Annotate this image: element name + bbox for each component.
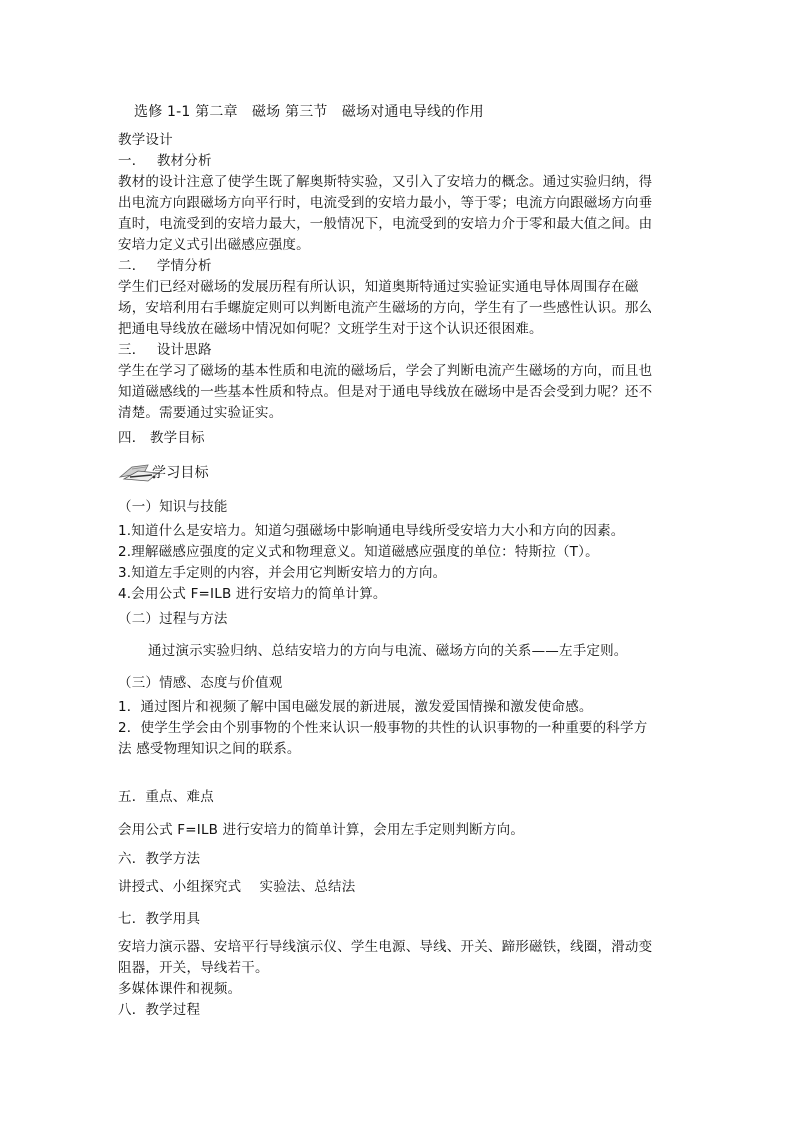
heading-emotion-values: （三）情感、态度与价值观: [118, 675, 283, 691]
paragraph-line: 通过演示实验归纳、总结安培力的方向与电流、磁场方向的关系——左手定则。: [148, 643, 628, 659]
heading-knowledge-skills: （一）知识与技能: [118, 499, 228, 515]
paragraph-line: 学生们已经对磁场的发展历程有所认识，知道奥斯特通过实验证实通电导体周围存在磁: [118, 279, 639, 295]
list-item: 2.理解磁感应强度的定义式和物理意义。知道磁感应强度的单位：特斯拉（T）。: [118, 544, 599, 560]
paragraph-line: 安培力演示器、安培平行导线演示仪、学生电源、导线、开关、蹄形磁铁，线圈，滑动变: [118, 939, 653, 955]
list-item: 4.会用公式 F=ILB 进行安培力的简单计算。: [118, 586, 387, 602]
list-item: 3.知道左手定则的内容，并会用它判断安培力的方向。: [118, 565, 447, 581]
paragraph-line: 阻器，开关，导线若干。: [118, 960, 269, 976]
heading-teaching-tools: 七．教学用具: [118, 911, 201, 927]
paragraph-line: 出电流方向跟磁场方向平行时，电流受到的安培力最小，等于零；电流方向跟磁场方向垂: [118, 195, 653, 211]
heading-teaching-method: 六．教学方法: [118, 851, 201, 867]
list-item: 2．使学生学会由个别事物的个性来认识一般事物的共性的认识事物的一种重要的科学方: [118, 720, 648, 736]
paragraph-line: 知道磁感线的一些基本性质和特点。但是对于通电导线放在磁场中是否会受到力呢？还不: [118, 384, 653, 400]
paragraph-line: 把通电导线放在磁场中情况如何呢？文班学生对于这个认识还很困难。: [118, 321, 543, 337]
list-item: 1.知道什么是安培力。知道匀强磁场中影响通电导线所受安培力大小和方向的因素。: [118, 523, 625, 539]
list-item: 法 感受物理知识之间的联系。: [118, 741, 301, 757]
heading-student-analysis: 二． 学情分析: [118, 258, 212, 274]
heading-key-points: 五．重点、难点: [118, 789, 214, 805]
list-item: 1．通过图片和视频了解中国电磁发展的新进展，激发爱国情操和激发使命感。: [118, 699, 593, 715]
paragraph-line: 教材的设计注意了使学生既了解奥斯特实验，又引入了安培力的概念。通过实验归纳，得: [118, 174, 653, 190]
paragraph-line: 清楚。需要通过实验证实。: [118, 405, 283, 421]
paragraph-line: 安培力定义式引出磁感应强度。: [118, 237, 310, 253]
learning-goals-label: 学习目标: [152, 465, 209, 481]
section-teaching-design: 教学设计: [118, 132, 173, 148]
paragraph-line: 多媒体课件和视频。: [118, 981, 242, 997]
heading-design-idea: 三． 设计思路: [118, 342, 212, 358]
paragraph-line: 讲授式、小组探究式 实验法、总结法: [118, 879, 356, 895]
paragraph-line: 直时，电流受到的安培力最大，一般情况下，电流受到的安培力介于零和最大值之间。由: [118, 216, 653, 232]
heading-process-method: （二）过程与方法: [118, 611, 228, 627]
heading-teaching-goals: 四． 教学目标: [118, 430, 205, 446]
paragraph-line: 场，安培利用右手螺旋定则可以判断电流产生磁场的方向，学生有了一些感性认识。那么: [118, 300, 653, 316]
heading-textbook-analysis: 一． 教材分析: [118, 153, 212, 169]
document-title: 选修 1-1 第二章 磁场 第三节 磁场对通电导线的作用: [134, 104, 484, 120]
paragraph-line: 学生在学习了磁场的基本性质和电流的磁场后，学会了判断电流产生磁场的方向，而且也: [118, 363, 653, 379]
heading-teaching-process: 八．教学过程: [118, 1002, 201, 1018]
paragraph-line: 会用公式 F=ILB 进行安培力的简单计算，会用左手定则判断方向。: [118, 822, 525, 838]
